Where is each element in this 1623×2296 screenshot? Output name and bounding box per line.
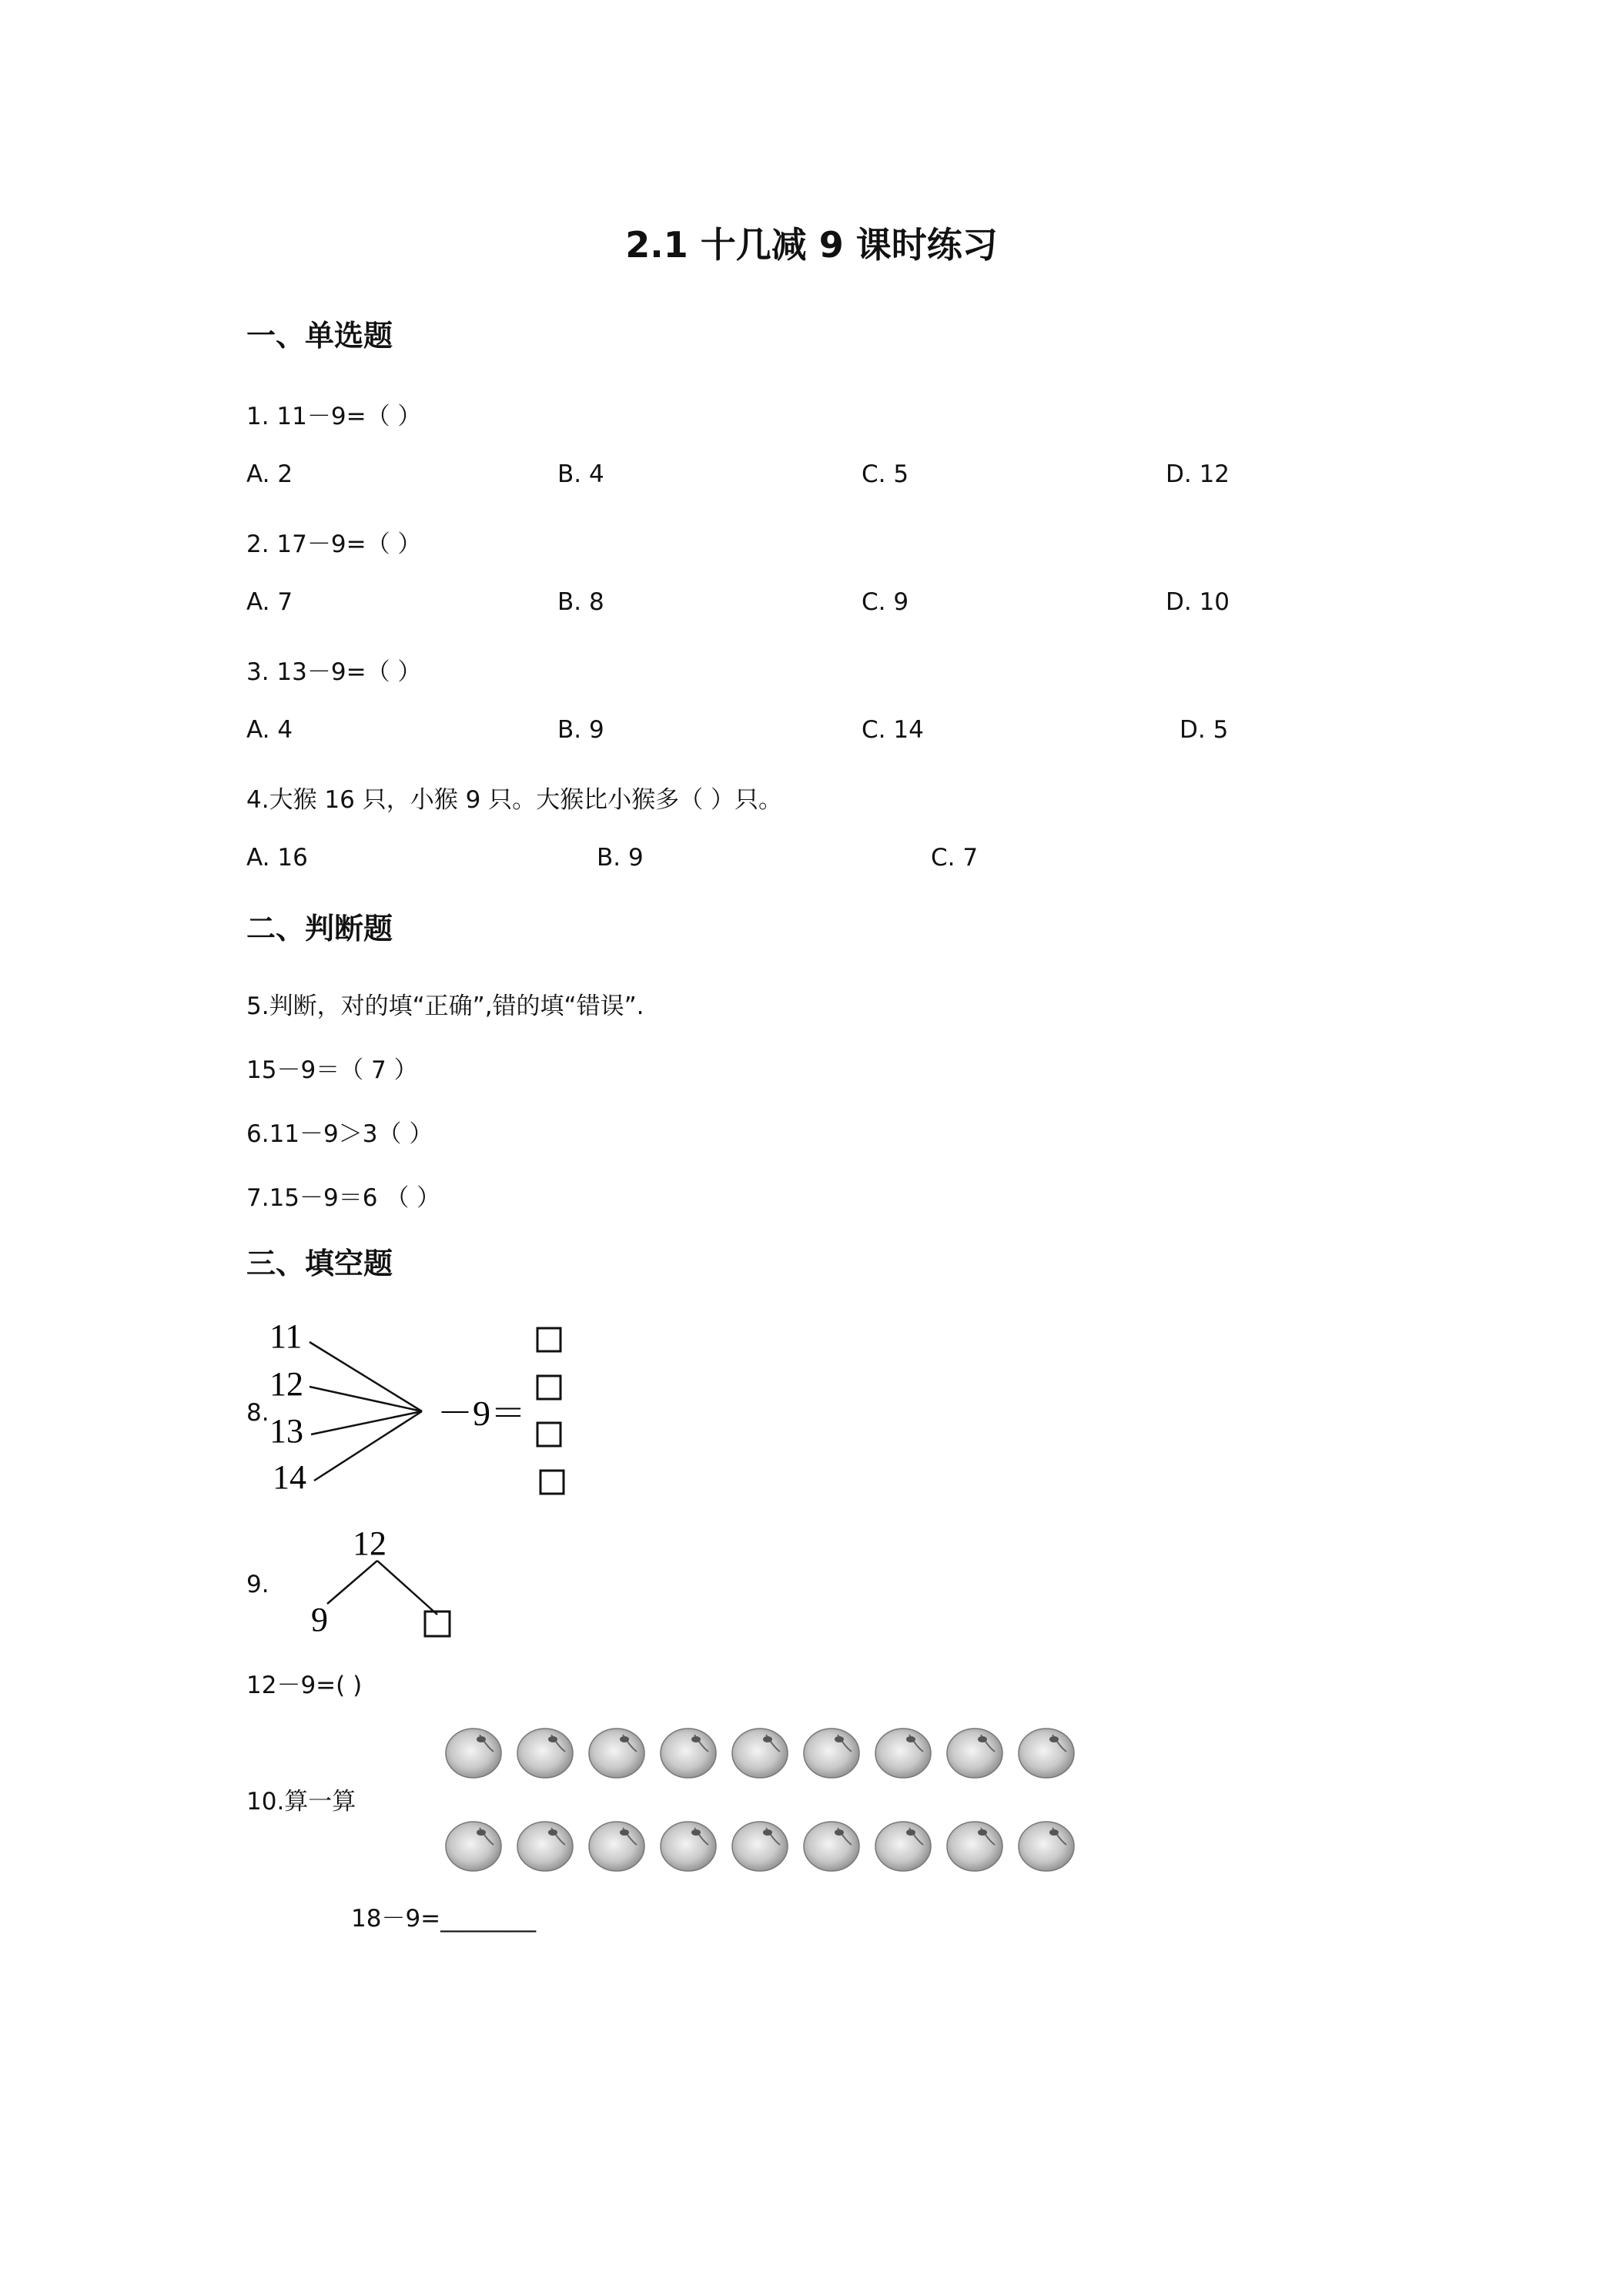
q10-peach-picture bbox=[443, 1717, 1089, 1886]
peach bbox=[589, 1729, 644, 1778]
question-9-label: 9. bbox=[246, 1571, 269, 1598]
q3-option-c[interactable]: C. 14 bbox=[862, 716, 924, 744]
q8-number-13: 13 bbox=[269, 1412, 303, 1450]
q2-option-c[interactable]: C. 9 bbox=[862, 588, 909, 616]
page-title: 2.1 十几减 9 课时练习 bbox=[625, 224, 998, 266]
q8-operation: －9＝ bbox=[437, 1394, 526, 1433]
q8-number-14: 14 bbox=[273, 1458, 306, 1496]
peach bbox=[446, 1822, 501, 1871]
q3-option-a[interactable]: A. 4 bbox=[246, 716, 293, 744]
question-10-expression: 18－9=________ bbox=[351, 1905, 537, 1933]
question-10-label: 10.算一算 bbox=[246, 1788, 356, 1816]
section-heading-single-choice: 一、单选题 bbox=[246, 319, 393, 353]
q3-option-b[interactable]: B. 9 bbox=[557, 716, 604, 744]
q8-answer-box-1[interactable] bbox=[537, 1328, 561, 1351]
section-heading-true-false: 二、判断题 bbox=[246, 912, 393, 946]
peach bbox=[875, 1729, 931, 1778]
section-heading-fill-blank: 三、填空题 bbox=[246, 1247, 393, 1280]
peach bbox=[589, 1822, 644, 1871]
question-2-stem: 2. 17－9=（ ） bbox=[246, 530, 422, 558]
q9-left-number: 9 bbox=[311, 1601, 328, 1638]
peach bbox=[732, 1729, 788, 1778]
peach bbox=[804, 1822, 859, 1871]
q1-option-a[interactable]: A. 2 bbox=[246, 460, 293, 488]
peach bbox=[947, 1822, 1002, 1871]
q3-option-d[interactable]: D. 5 bbox=[1180, 716, 1229, 744]
peach bbox=[517, 1822, 573, 1871]
question-6-stem: 6.11－9＞3（ ） bbox=[246, 1120, 433, 1148]
question-1-stem: 1. 11－9=（ ） bbox=[246, 403, 422, 430]
peach bbox=[661, 1822, 716, 1871]
q9-top-number: 12 bbox=[353, 1525, 387, 1562]
peach bbox=[517, 1729, 573, 1778]
q9-number-bond bbox=[300, 1521, 470, 1644]
peach bbox=[661, 1729, 716, 1778]
peach bbox=[446, 1729, 501, 1778]
q8-number-11: 11 bbox=[269, 1317, 303, 1355]
q4-option-a[interactable]: A. 16 bbox=[246, 844, 308, 872]
q9-bond-lines bbox=[327, 1561, 437, 1615]
q1-option-c[interactable]: C. 5 bbox=[862, 460, 909, 488]
question-4-stem: 4.大猴 16 只，小猴 9 只。大猴比小猴多（ ）只。 bbox=[246, 786, 783, 814]
q9-answer-box[interactable] bbox=[425, 1612, 450, 1636]
q2-option-a[interactable]: A. 7 bbox=[246, 588, 293, 616]
peach bbox=[804, 1729, 859, 1778]
question-3-stem: 3. 13－9=（ ） bbox=[246, 658, 422, 686]
q4-option-b[interactable]: B. 9 bbox=[597, 844, 644, 872]
q8-answer-box-2[interactable] bbox=[537, 1376, 561, 1399]
question-5-expression: 15－9＝（ 7 ） bbox=[246, 1056, 418, 1084]
q10-peach-row-1 bbox=[446, 1729, 1074, 1778]
peach bbox=[1019, 1822, 1074, 1871]
q10-peach-row-2 bbox=[446, 1822, 1074, 1871]
q8-subtraction-diagram bbox=[262, 1313, 585, 1505]
peach bbox=[875, 1822, 931, 1871]
q8-connector-lines bbox=[310, 1342, 422, 1481]
question-8-label: 8. bbox=[246, 1399, 269, 1427]
peach bbox=[732, 1822, 788, 1871]
q2-option-b[interactable]: B. 8 bbox=[557, 588, 604, 616]
q1-option-b[interactable]: B. 4 bbox=[557, 460, 604, 488]
peach bbox=[1019, 1729, 1074, 1778]
peach bbox=[947, 1729, 1002, 1778]
q2-option-d[interactable]: D. 10 bbox=[1166, 588, 1230, 616]
q1-option-d[interactable]: D. 12 bbox=[1166, 460, 1230, 488]
q8-answer-box-3[interactable] bbox=[537, 1423, 561, 1446]
q8-answer-box-4[interactable] bbox=[540, 1471, 564, 1494]
q4-option-c[interactable]: C. 7 bbox=[931, 844, 979, 872]
question-5-stem: 5.判断，对的填“正确”,错的填“错误”. bbox=[246, 992, 644, 1020]
question-7-stem: 7.15－9＝6 （ ） bbox=[246, 1184, 441, 1212]
question-9-expression: 12－9=( ) bbox=[246, 1672, 363, 1699]
q8-number-12: 12 bbox=[269, 1365, 303, 1403]
